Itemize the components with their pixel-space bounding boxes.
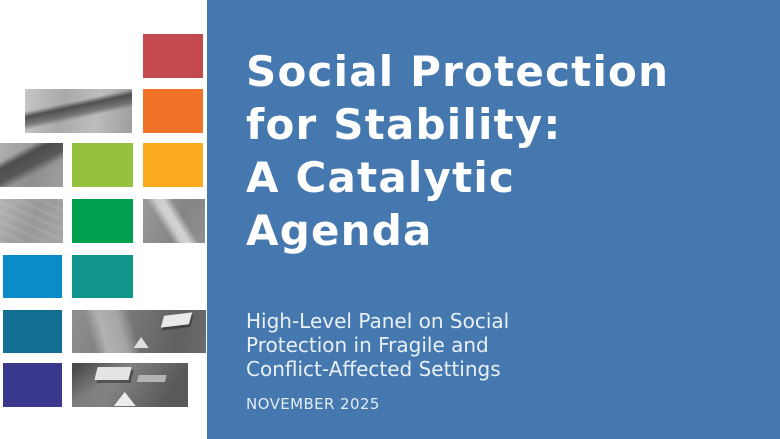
title-line-3: A Catalytic — [246, 153, 516, 202]
subtitle-line-3: Conflict-Affected Settings — [246, 357, 501, 381]
photo-mosaic — [0, 0, 207, 439]
title-line-2: for Stability: — [246, 100, 562, 149]
subtitle-line-2: Protection in Fragile and — [246, 333, 489, 357]
subtitle-line-1: High-Level Panel on Social — [246, 309, 510, 333]
slide-date: NOVEMBER 2025 — [246, 395, 380, 413]
mosaic-photo-compound — [72, 363, 188, 407]
mosaic-tile-amber — [143, 143, 203, 187]
mosaic-tile-blue — [3, 255, 62, 298]
mosaic-tile-teal — [72, 255, 133, 298]
mosaic-photo-open-field — [0, 199, 63, 243]
title-line-1: Social Protection — [246, 47, 670, 96]
slide-title — [246, 45, 669, 257]
mosaic-tile-indigo — [3, 363, 62, 407]
mosaic-tile-lime — [72, 143, 133, 187]
slide-subtitle — [246, 309, 509, 381]
mosaic-photo-dirt-road — [143, 199, 205, 243]
mosaic-tile-green — [72, 199, 133, 243]
mosaic-tile-red — [143, 34, 203, 78]
mosaic-tile-orange — [143, 89, 203, 133]
blue-panel — [207, 0, 780, 439]
mosaic-photo-village-cattle — [25, 89, 132, 133]
mosaic-photo-stone-wall — [0, 143, 63, 187]
mosaic-photo-road-huts — [72, 310, 206, 353]
mosaic-tile-dark-teal — [3, 310, 62, 353]
title-line-4: Agenda — [246, 206, 433, 255]
